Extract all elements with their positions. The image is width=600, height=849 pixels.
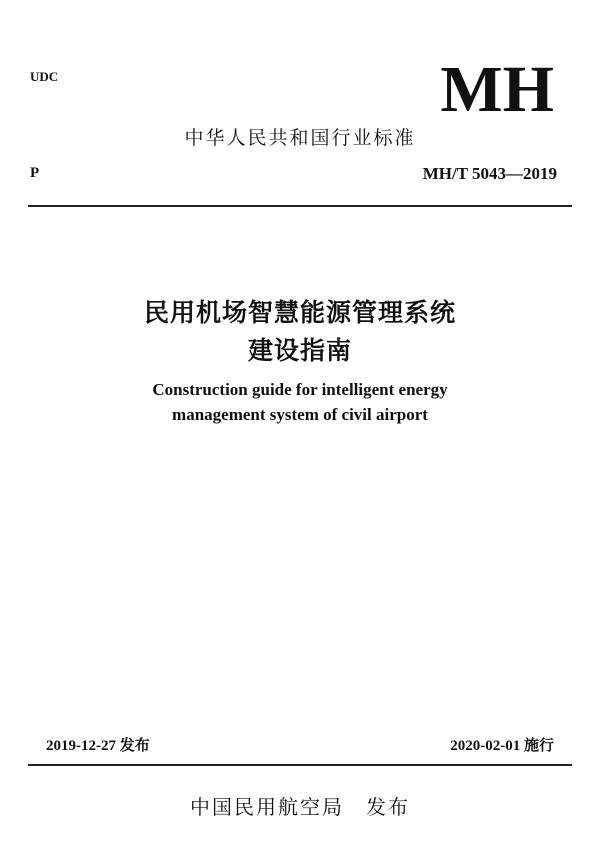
title-en-line1: Construction guide for intelligent energy: [152, 380, 448, 399]
title-zh-line1: 民用机场智慧能源管理系统: [143, 298, 456, 327]
udc-label: UDC: [30, 69, 59, 84]
category-label: P: [30, 165, 40, 181]
bottom-divider: [28, 764, 572, 766]
issuer: 中国民用航空局 发布: [190, 795, 410, 819]
title-zh-line2: 建设指南: [247, 336, 352, 365]
mh-logo: MH: [440, 53, 554, 126]
issue-date: 2019-12-27 发布: [46, 738, 150, 754]
standard-type: 中华人民共和国行业标准: [184, 127, 416, 149]
standard-number: MH/T 5043—2019: [422, 164, 557, 183]
title-en-line2: management system of civil airport: [172, 405, 428, 424]
effective-date: 2020-02-01 施行: [450, 738, 554, 754]
top-divider: [28, 205, 572, 207]
